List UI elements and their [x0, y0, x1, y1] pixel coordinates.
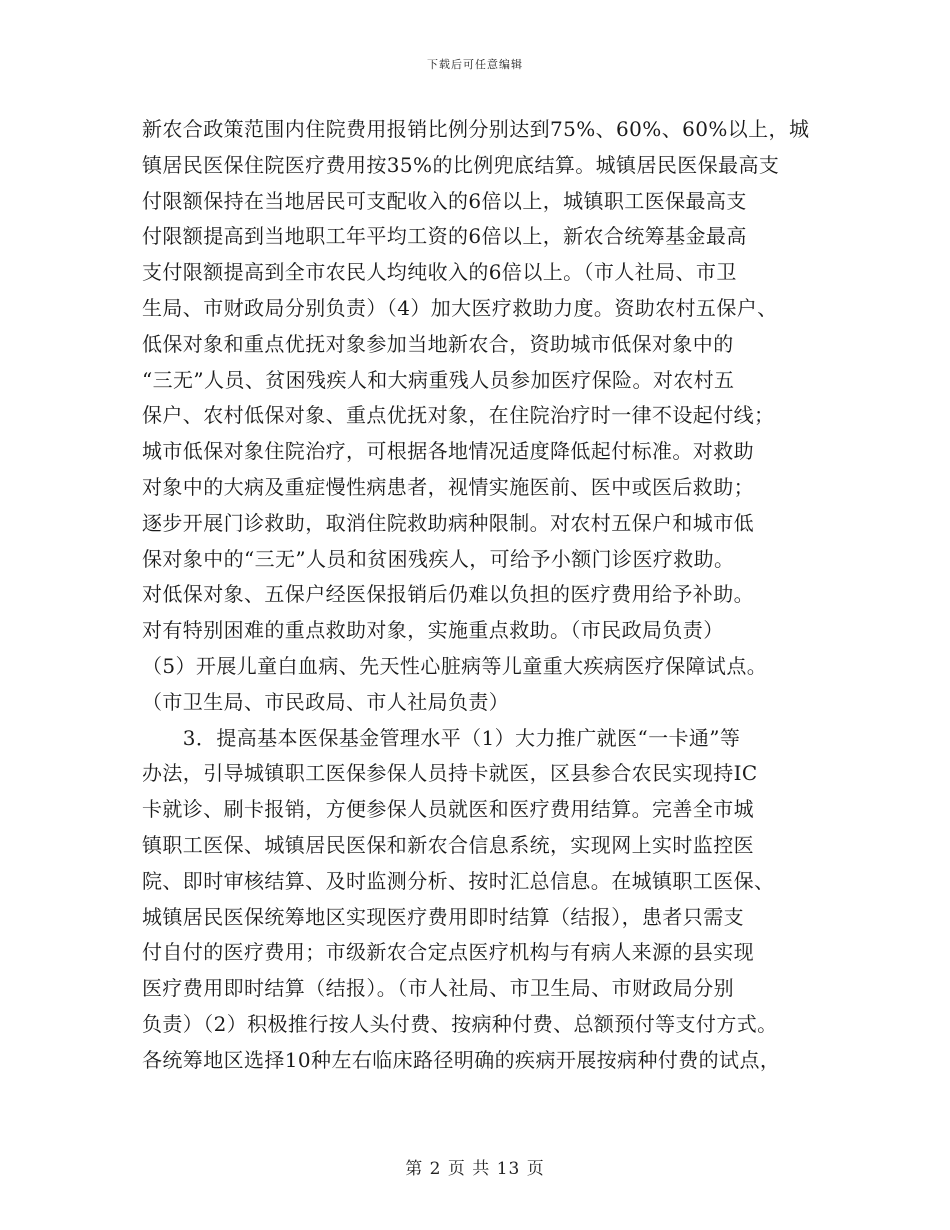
- body-line: 逐步开展门诊救助，取消住院救助病种限制。对农村五保户和城市低: [142, 510, 754, 535]
- body-line: 低保对象和重点优抚对象参加当地新农合，资助城市低保对象中的: [142, 331, 734, 356]
- body-line: 各统筹地区选择10种左右临床路径明确的疾病开展按病种付费的试点，: [142, 1047, 781, 1072]
- body-line: 3．提高基本医保基金管理水平（1）大力推广就医“一卡通”等: [142, 725, 741, 750]
- body-line: 对低保对象、五保户经医保报销后仍难以负担的医疗费用给予补助。: [142, 582, 754, 607]
- page-number-footer: 第 2 页 共 13 页: [405, 1159, 545, 1179]
- body-line: 付限额提高到当地职工年平均工资的6倍以上，新农合统筹基金最高: [142, 224, 747, 249]
- body-line: “三无”人员、贫困残疾人和大病重残人员参加医疗保险。对农村五: [142, 367, 735, 392]
- body-line: 城市低保对象住院治疗，可根据各地情况适度降低起付标准。对救助: [142, 439, 754, 464]
- body-line: 生局、市财政局分别负责）（4）加大医疗救助力度。资助农村五保户、: [142, 295, 778, 320]
- body-line: 镇居民医保住院医疗费用按35%的比例兜底结算。城镇居民医保最高支: [142, 152, 780, 177]
- body-line: 付限额保持在当地居民可支配收入的6倍以上，城镇职工医保最高支: [142, 188, 747, 213]
- body-line: 城镇居民医保统筹地区实现医疗费用即时结算（结报），患者只需支: [142, 904, 744, 929]
- body-line: 新农合政策范围内住院费用报销比例分别达到75%、60%、60%以上，城: [142, 117, 810, 141]
- body-line: 保户、农村低保对象、重点优抚对象，在住院治疗时一律不设起付线；: [142, 403, 775, 428]
- body-line: 办法，引导城镇职工医保参保人员持卡就医，区县参合农民实现持IC: [142, 761, 758, 786]
- body-line: 对有特别困难的重点救助对象，实施重点救助。（市民政局负责）: [142, 618, 724, 643]
- body-line: 镇职工医保、城镇居民医保和新农合信息系统，实现网上实时监控医: [142, 832, 754, 857]
- body-line: （5）开展儿童白血病、先天性心脏病等儿童重大疾病医疗保障试点。: [142, 653, 768, 678]
- body-line: 保对象中的“三无”人员和贫困残疾人，可给予小额门诊医疗救助。: [142, 546, 735, 571]
- body-line: （市卫生局、市民政局、市人社局负责）: [142, 689, 510, 714]
- body-line: 医疗费用即时结算（结报）。（市人社局、市卫生局、市财政局分别: [142, 976, 734, 1001]
- body-line: 对象中的大病及重症慢性病患者，视情实施医前、医中或医后救助；: [142, 474, 754, 499]
- body-line: 卡就诊、刷卡报销，方便参保人员就医和医疗费用结算。完善全市城: [142, 797, 754, 822]
- document-body: [142, 112, 822, 1079]
- page-header: 下载后可任意编辑: [427, 58, 523, 71]
- body-line: 院、即时审核结算、及时监测分析、按时汇总信息。在城镇职工医保、: [142, 868, 775, 893]
- body-line: 付自付的医疗费用；市级新农合定点医疗机构与有病人来源的县实现: [142, 940, 754, 965]
- body-line: 支付限额提高到全市农民人均纯收入的6倍以上。（市人社局、市卫: [142, 260, 737, 285]
- body-line: 负责）（2）积极推行按人头付费、按病种付费、总额预付等支付方式。: [142, 1011, 778, 1036]
